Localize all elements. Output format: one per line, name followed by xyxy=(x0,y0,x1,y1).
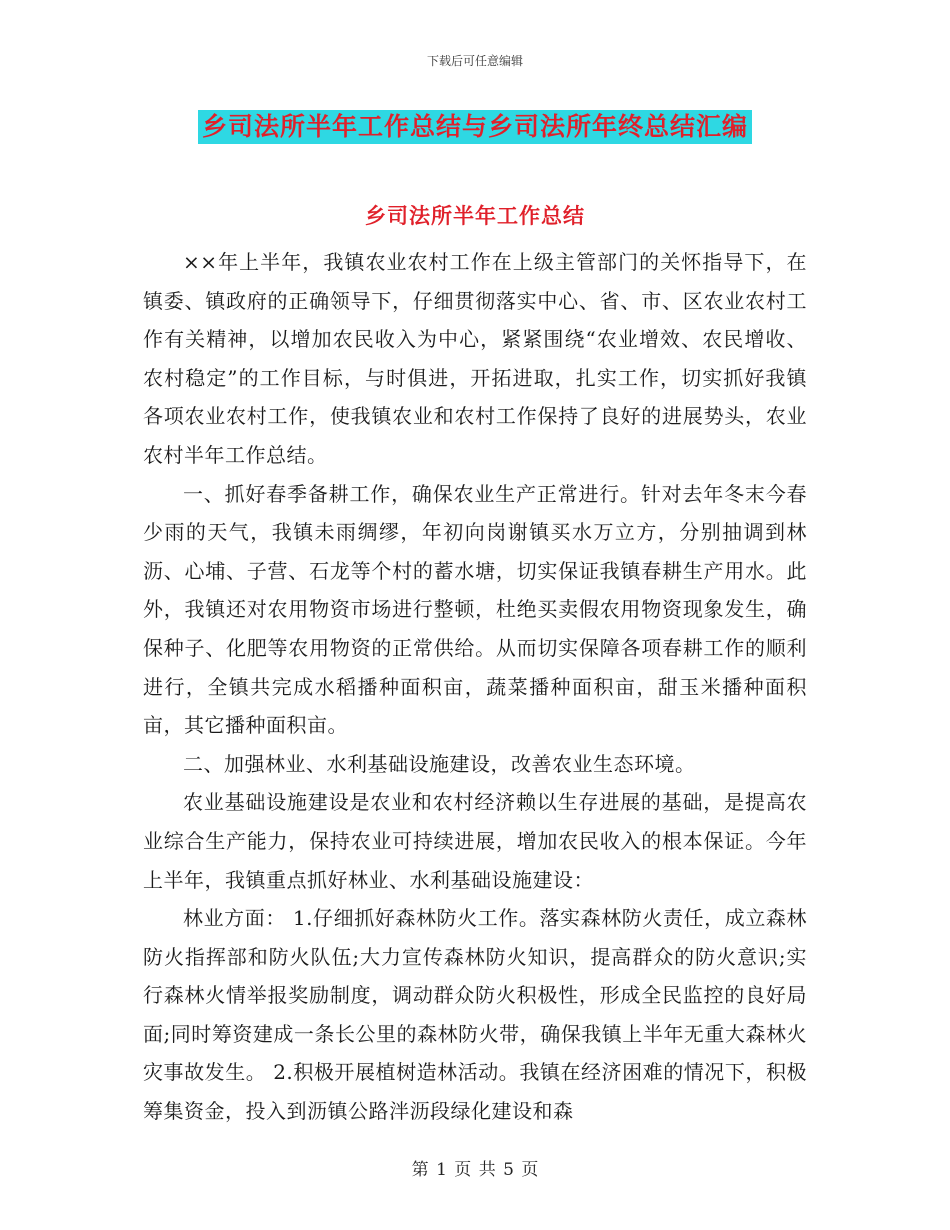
page-number: 第 1 页 共 5 页 xyxy=(411,1160,539,1180)
paragraph: 农业基础设施建设是农业和农村经济赖以生存进展的基础，是提高农业综合生产能力，保持农业可持续进展，增加农民收入的根本保证。今年上半年，我镇重点抓好林业、水利基础设施建设： xyxy=(143,790,807,892)
document-body xyxy=(143,243,807,1131)
section-title: 乡司法所半年工作总结 xyxy=(365,203,585,228)
page-header-note: 下载后可任意编辑 xyxy=(426,54,523,68)
document-title-text: 乡司法所半年工作总结与乡司法所年终总结汇编 xyxy=(198,110,752,144)
paragraph: 一、抓好春季备耕工作，确保农业生产正常进行。针对去年冬末今春少雨的天气，我镇未雨绸缪，年初向岗谢镇买水万立方，分别抽调到林沥、心埔、子营、石龙等个村的蓄水塘，切实保证我镇春耕生产用水。此外，我镇还对农用物资市场进行整顿，杜绝买卖假农用物资现象发生，确保种子、化肥等农用物资的正常供给。从而切实保障各项春耕工作的顺利进行，全镇共完成水稻播种面积亩，蔬菜播种面积亩，甜玉米播种面积亩，其它播种面积亩。 xyxy=(143,481,807,738)
document-title xyxy=(0,110,950,144)
paragraph: 二、加强林业、水利基础设施建设，改善农业生态环境。 xyxy=(183,751,696,776)
paragraph: ××年上半年，我镇农业农村工作在上级主管部门的关怀指导下，在镇委、镇政府的正确领导下，仔细贯彻落实中心、省、市、区农业农村工作有关精神，以增加农民收入为中心，紧紧围绕“农业增效、农民增收、农村稳定”的工作目标，与时俱进，开拓进取，扎实工作，切实抓好我镇各项农业农村工作，使我镇农业和农村工作保持了良好的进展势头，农业农村半年工作总结。 xyxy=(143,250,807,467)
paragraph: 林业方面： 1.仔细抓好森林防火工作。落实森林防火责任，成立森林防火指挥部和防火队伍;大力宣传森林防火知识，提高群众的防火意识;实行森林火情举报奖励制度，调动群众防火积极性，形成全民监控的良好局面;同时筹资建成一条长公里的森林防火带，确保我镇上半年无重大森林火灾事故发生。 2.积极开展植树造林活动。我镇在经济困难的情况下，积极筹集资金，投入到沥镇公路泮沥段绿化建设和森 xyxy=(143,906,807,1124)
